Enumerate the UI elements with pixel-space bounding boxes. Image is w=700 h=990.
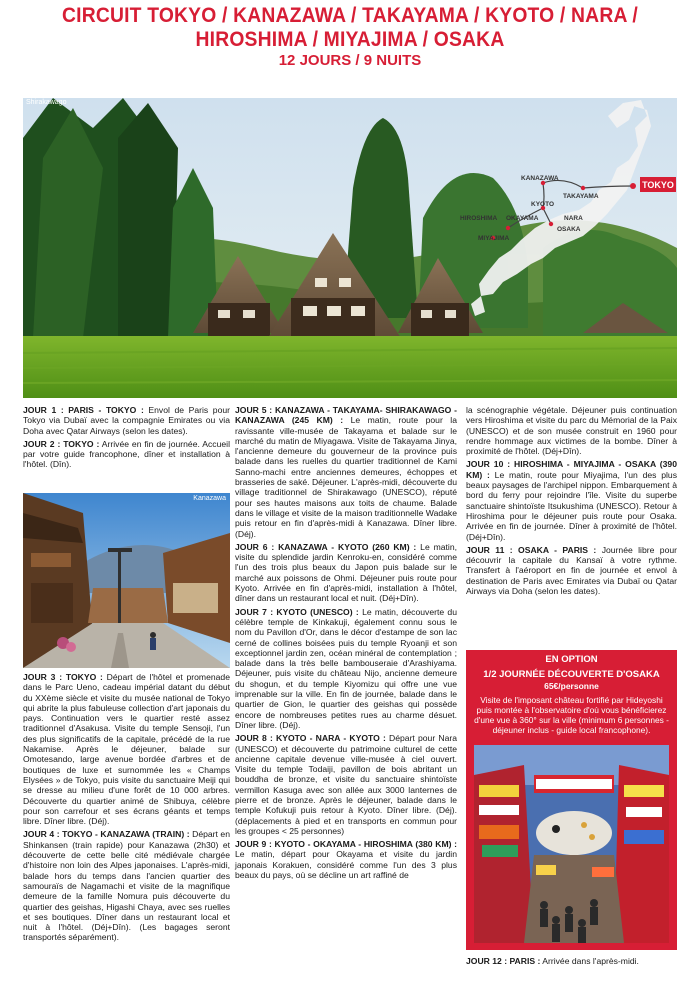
map-label-kyoto: KYOTO [531, 201, 554, 208]
itinerary-column-1-top [23, 405, 230, 473]
option-osaka-box [466, 650, 677, 950]
day-5-text: Le matin, route pour la ravissante ville-musée de Takayama et balade sur le marché du matin de Miyagawa. Visite de Takayama Jinya, l'ancienne demeure du gouverneur de la province puis balade dans les ruelles du quartier traditionnel de Kami Sanno-machi entre anciennes demeures, échoppes et brasseries de saké. Déjeuner. L'après-midi, découverte du village traditionnel de Shirakawago (UNESCO), réputé pour ses hautes maisons aux toits de chaume. Balade dans le village et visite de la maison traditionnelle Wadake puis retour en fin d'après-midi à Kanazawa. Dîner libre. (Déj). [235, 415, 457, 539]
day-11 [466, 545, 677, 596]
option-title: 1/2 JOURNÉE DÉCOUVERTE D'OSAKA [483, 669, 660, 680]
day-8-title: JOUR 8 : KYOTO - NARA - KYOTO : [235, 733, 386, 744]
map-label-tokyo: TOKYO [642, 180, 674, 190]
day-2-text: Arrivée en fin de journée. Accueil par votre guide francophone, dîner et installation à l'hôtel. (Dîn). [23, 438, 230, 470]
day-5 [235, 405, 457, 539]
day-1-title: JOUR 1 : PARIS - TOKYO : [23, 405, 144, 415]
option-description: Visite de l'imposant château fortifié par Hideyoshi puis montée à l'observatoire d'où vous bénéficierez d'une vue à 360° sur la ville (minimum 6 personnes - déjeuner inclus - guide local francophone). [474, 695, 669, 735]
itinerary-column-3 [466, 405, 677, 599]
day-8 [235, 733, 457, 836]
page-title-line-2: HIROSHIMA / MIYAJIMA / OSAKA [195, 28, 505, 51]
day-7 [235, 607, 457, 731]
day-9-text: Le matin, départ pour Okayama et visite du jardin japonais Korakuen, considéré comme l'un des 3 plus beaux du pays, où se décline un art raffiné de [235, 849, 457, 881]
photo-kanazawa-street [23, 493, 230, 668]
day-3-title: JOUR 3 : TOKYO : [23, 672, 103, 682]
day-7-title: JOUR 7 : KYOTO (UNESCO) : [235, 606, 359, 617]
day-4-title: JOUR 4 : TOKYO - KANAZAWA (TRAIN) : [23, 829, 190, 840]
day-9 [235, 839, 457, 880]
day-11-text: Journée libre pour découvrir la capitale du Kansaï à votre rythme. Transfert à l'aéroport en fin de journée et envol à destination de Paris avec Emirates via Dubaï ou Qatar Airways via Doha (selon les dates). [466, 544, 677, 597]
photo-caption-shirakawago: Shirakawago [26, 99, 67, 106]
option-price: 65€/personne [544, 681, 599, 691]
day-8-text: Départ pour Nara (UNESCO) et découverte du patrimoine culturel de cette ancienne capitale devenue ville-musée à ciel ouvert. Visite du temple Todaiji, pavillon de bois abritant un bouddha de bronze, et visite du sanctuaire shintoïste vermillon Kasuga avec son allée aux 3000 lanternes de pierre et de bronze. Après le déjeuner, balade dans le temple Kofukuji puis retour à Kyoto. Dîner libre. (Déj). (déplacements à pied et en transports en commun pour les groupes < 25 personnes) [235, 733, 457, 836]
photo-osaka-dotonbori [474, 745, 669, 943]
day-12-title: JOUR 12 : PARIS : [466, 956, 541, 966]
hero-illustration [23, 98, 677, 398]
map-label-takayama: TAKAYAMA [563, 193, 599, 200]
day-1-text: Envol de Paris pour Tokyo via Dubaï avec la compagnie Emirates ou via Doha avec Qatar Airways (selon les dates). [23, 405, 231, 436]
page-header [0, 4, 700, 70]
day-5-title: JOUR 5 : KANAZAWA - TAKAYAMA- SHIRAKAWAGO - KANAZAWA (245 KM) : [235, 405, 457, 426]
photo-caption-kanazawa: Kanazawa [193, 495, 226, 502]
day-3 [23, 672, 230, 826]
day-6-text: Le matin, visite du splendide jardin Kenroku-en, considéré comme l'un des trois plus beaux du Japon puis balade sur le marché aux poissons de Ohmi. Déjeuner puis route pour Kyoto. Arrivée en fin d'après-midi, installation à l'hôtel, dîner dans un restaurant local et nuit. (Déj+Dîn). [235, 541, 457, 604]
map-label-osaka: OSAKA [557, 226, 581, 233]
day-12 [466, 956, 677, 966]
itinerary-column-2 [235, 405, 457, 883]
day-11-title: JOUR 11 : OSAKA - PARIS : [466, 544, 597, 555]
hero-photo-shirakawago [23, 98, 677, 398]
day-9-continued: la scénographie végétale. Déjeuner puis continuation vers Hiroshima et visite du parc du Mémorial de la Paix (UNESCO) et de son musée construit en 1960 pour rendre hommage aux victimes de la bombe. Dîner à proximité de l'hôtel. (Déj+Dîn). [466, 405, 677, 457]
day-4-text: Départ en Shinkansen (train rapide) pour Kanazawa (2h30) et découverte de cette belle cité médiévale chargée d'histoire non loin des Alpes japonaises. L'après-midi, balade hors du temps dans l'ancien quartier des samouraïs de Nagamachi et visite de la magnifique demeure de la famille Nomura puis découverte du quartier des geishas, Higashi Chaya, avec ses ruelles et ses boutiques. Dîner dans un restaurant local et nuit à l'hôtel. (Déj+Dîn). (Les bagages seront transportés séparément). [23, 829, 230, 943]
itinerary-column-1-bottom [23, 672, 230, 946]
map-label-nara: NARA [564, 215, 583, 222]
day-7-text: Le matin, découverte du célèbre temple de Kinkakuji, également connu sous le nom du Pavillon d'Or, dans le décor d'estampe de son lac cerné de collines boisées puis du temple Ryoanji et son exceptionnel jardin zen, océan minéral de contemplation ; balade dans la très belle bambouseraie d'Arashiyama. Déjeuner, puis visite du château Nijo, ancienne demeure du shogun, et du temple Kiyomizu qui offre une vue imprenable sur la ville. En fin de journée, balade dans le quartier de Gion, le quartier des geishas qui possède encore de nombreuses petites rues au charme désuet. Dîner libre. (Déj). [235, 606, 457, 730]
map-label-okayama: OKAYAMA [506, 215, 539, 222]
day-10-text: Le matin, route pour Miyajima, l'un des plus beaux paysages de l'archipel nippon. Embarquement à bord du ferry pour rejoindre l'île. Visite du superbe sanctuaire shintoïste Itsukushima (UNESCO). Retour à Hiroshima pour le déjeuner puis route pour Osaka. Arrivée en fin de journée. Dîner à proximité de l'hôtel. (Déj+Dîn). [466, 469, 677, 542]
day-1 [23, 405, 230, 436]
map-label-kanazawa: KANAZAWA [521, 175, 559, 182]
day-4 [23, 829, 230, 942]
option-label: EN OPTION [545, 654, 598, 665]
day-2 [23, 439, 230, 470]
kanazawa-illustration [23, 493, 230, 668]
map-label-miyajima: MIYAJIMA [478, 235, 510, 242]
page-title-line-1: CIRCUIT TOKYO / KANAZAWA / TAKAYAMA / KYOTO / NARA / [62, 4, 638, 27]
map-label-hiroshima: HIROSHIMA [460, 215, 498, 222]
page-subtitle: 12 JOURS / 9 NUITS [278, 52, 422, 69]
day-10-title: JOUR 10 : HIROSHIMA - MIYAJIMA - OSAKA (390 KM) : [466, 459, 677, 480]
day-12-text: Arrivée dans l'après-midi. [540, 956, 639, 966]
day-2-title: JOUR 2 : TOKYO : [23, 438, 100, 449]
day-6-title: JOUR 6 : KANAZAWA - KYOTO (260 KM) : [235, 541, 417, 552]
day-9-title: JOUR 9 : KYOTO - OKAYAMA - HIROSHIMA (380 KM) : [235, 839, 457, 850]
itinerary-column-3-bottom [466, 956, 677, 969]
day-6 [235, 542, 457, 604]
day-10 [466, 459, 677, 541]
day-3-text: Départ de l'hôtel et promenade dans le Parc Ueno, cadeau impérial datant du début du XXème siècle et visite du musée national de Tokyo qui abrite la plus fabuleuse collection d'art japonais du pays. Continuation vers le quartier resté assez traditionnel d'Asakusa. Visite du temple Sensoji, l'un des plus significatifs de la capitale, précédé de la rue Nakamise. Après le déjeuner, balade sur Omotesando, large avenue bordée d'arbres et de boutiques de luxe et surnommée les « Champs Elysées » de Tokyo, puis visite du sanctuaire Meiji qui se dresse au milieu d'une forêt de 10 000 arbres. Découverte du quartier animé de Shibuya, célèbre pour son carrefour et ses écrans géants et temps libre. Dîner libre. (Déj). [23, 672, 230, 827]
osaka-illustration [474, 745, 669, 943]
